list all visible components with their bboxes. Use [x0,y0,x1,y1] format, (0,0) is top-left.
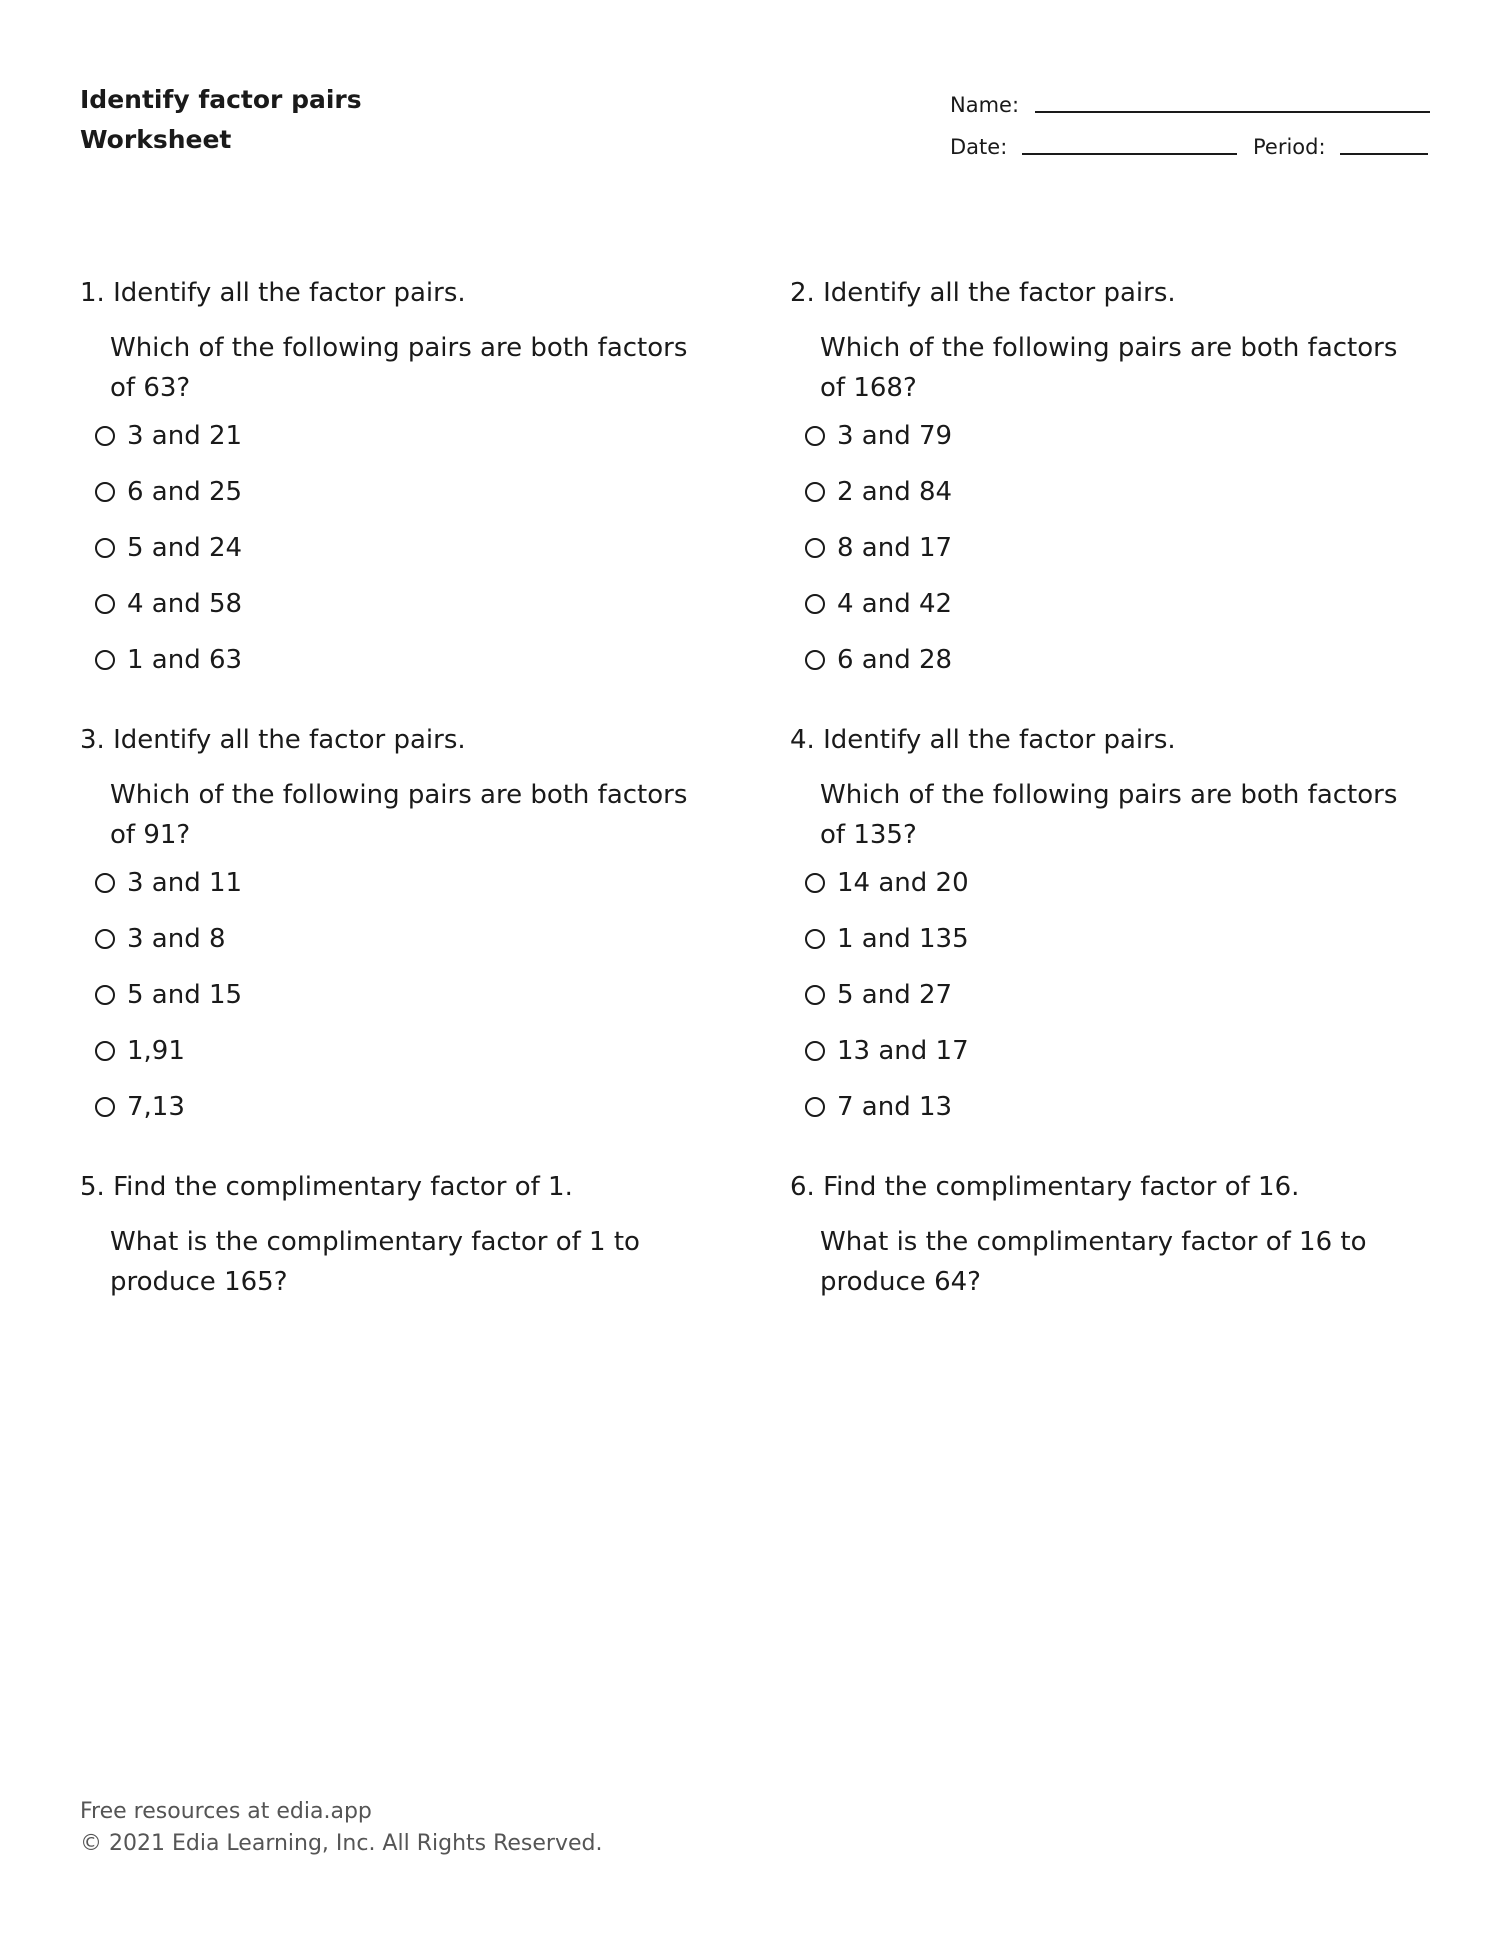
radio-circle-icon[interactable] [95,482,115,502]
answer-option[interactable] [95,632,720,688]
option-label: 5 and 15 [127,980,243,1010]
option-label: 6 and 25 [127,477,243,507]
radio-circle-icon[interactable] [95,873,115,893]
option-label: 2 and 84 [837,477,953,507]
answer-option[interactable] [95,464,720,520]
date-label: Date: [950,135,1008,159]
question-prompt: What is the complimentary factor of 1 to produce 165? [110,1227,640,1297]
option-label: 1 and 135 [837,924,969,954]
question-3 [80,725,720,1135]
answer-option[interactable] [95,1079,720,1135]
period-label: Period: [1253,135,1326,159]
question-title: 1. Identify all the factor pairs. [80,278,466,308]
option-label: 3 and 79 [837,421,953,451]
radio-circle-icon[interactable] [805,873,825,893]
question-prompt: Which of the following pairs are both factors of 91? [110,780,688,850]
radio-circle-icon[interactable] [95,650,115,670]
question-5 [80,1172,720,1302]
option-label: 7,13 [127,1092,185,1122]
radio-circle-icon[interactable] [805,482,825,502]
answer-option[interactable] [95,520,720,576]
answer-option[interactable] [95,911,720,967]
option-label: 14 and 20 [837,868,969,898]
radio-circle-icon[interactable] [95,929,115,949]
footer-copyright: © 2021 Edia Learning, Inc. All Rights Reserved. [80,1831,603,1856]
answer-option[interactable] [805,464,1430,520]
option-label: 8 and 17 [837,533,953,563]
option-label: 1 and 63 [127,645,243,675]
question-prompt: Which of the following pairs are both factors of 135? [820,780,1398,850]
answer-option[interactable] [805,520,1430,576]
answer-option[interactable] [805,632,1430,688]
question-title: 4. Identify all the factor pairs. [790,725,1176,755]
option-label: 6 and 28 [837,645,953,675]
radio-circle-icon[interactable] [805,594,825,614]
option-label: 5 and 24 [127,533,243,563]
option-label: 5 and 27 [837,980,953,1010]
radio-circle-icon[interactable] [95,594,115,614]
radio-circle-icon[interactable] [805,650,825,670]
question-title: 3. Identify all the factor pairs. [80,725,466,755]
radio-circle-icon[interactable] [805,985,825,1005]
option-label: 3 and 21 [127,421,243,451]
worksheet-title: Identify factor pairs [80,85,362,114]
answer-option[interactable] [805,967,1430,1023]
radio-circle-icon[interactable] [95,426,115,446]
option-label: 7 and 13 [837,1092,953,1122]
question-title: 5. Find the complimentary factor of 1. [80,1172,573,1202]
question-1 [80,278,720,688]
radio-circle-icon[interactable] [95,1097,115,1117]
name-label: Name: [950,93,1020,117]
answer-option[interactable] [805,1023,1430,1079]
answer-option[interactable] [805,1079,1430,1135]
answer-option[interactable] [805,408,1430,464]
radio-circle-icon[interactable] [805,1041,825,1061]
answer-option[interactable] [805,855,1430,911]
period-field[interactable] [1340,153,1428,155]
question-prompt: Which of the following pairs are both factors of 168? [820,333,1398,403]
answer-option[interactable] [805,911,1430,967]
question-2 [790,278,1430,688]
question-title: 2. Identify all the factor pairs. [790,278,1176,308]
option-label: 13 and 17 [837,1036,969,1066]
worksheet-subtitle: Worksheet [80,125,232,154]
radio-circle-icon[interactable] [805,538,825,558]
question-prompt: What is the complimentary factor of 16 to produce 64? [820,1227,1367,1297]
radio-circle-icon[interactable] [95,1041,115,1061]
answer-option[interactable] [95,1023,720,1079]
option-label: 4 and 58 [127,589,243,619]
name-field[interactable] [1035,111,1430,113]
radio-circle-icon[interactable] [805,929,825,949]
date-field[interactable] [1022,153,1237,155]
question-title: 6. Find the complimentary factor of 16. [790,1172,1300,1202]
radio-circle-icon[interactable] [95,538,115,558]
radio-circle-icon[interactable] [805,426,825,446]
question-4 [790,725,1430,1135]
option-label: 3 and 11 [127,868,243,898]
footer-resources: Free resources at edia.app [80,1799,372,1824]
answer-option[interactable] [95,408,720,464]
answer-option[interactable] [95,576,720,632]
answer-option[interactable] [95,855,720,911]
question-prompt: Which of the following pairs are both factors of 63? [110,333,688,403]
option-label: 1,91 [127,1036,185,1066]
answer-option[interactable] [95,967,720,1023]
question-6 [790,1172,1430,1302]
option-label: 4 and 42 [837,589,953,619]
radio-circle-icon[interactable] [95,985,115,1005]
option-label: 3 and 8 [127,924,226,954]
radio-circle-icon[interactable] [805,1097,825,1117]
answer-option[interactable] [805,576,1430,632]
